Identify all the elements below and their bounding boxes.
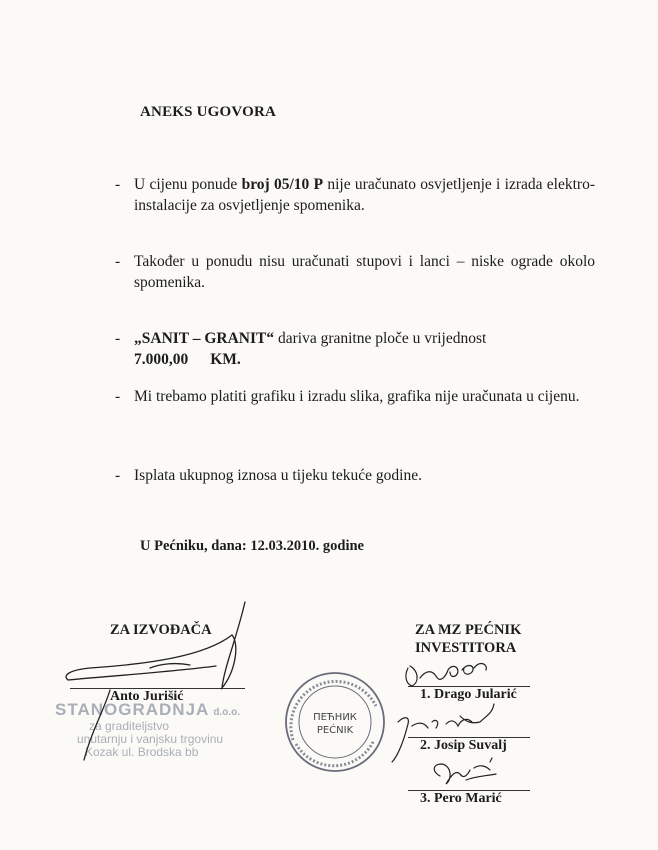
stamp-suffix: d.o.o.	[213, 707, 240, 718]
item-text: dariva granitne ploče u vrijednost	[274, 330, 487, 347]
investor-signatory: 3. Pero Marić	[420, 791, 502, 806]
investor-signature-2	[392, 704, 494, 762]
item-text: Također u ponudu nisu uračunati stupovi i lanci – niske ograde okolo spomenika.	[134, 253, 595, 291]
investor-signature-3	[434, 758, 496, 784]
item-text: Mi trebamo platiti grafiku i izradu slika, grafika nije uračunata u cijenu.	[134, 388, 580, 405]
contractor-heading: ZA IZVOĐAČA	[110, 622, 212, 638]
stamp-line: za graditeljstvo	[89, 719, 170, 733]
contractor-signature	[66, 602, 245, 760]
investor-signatory: 1. Drago Jularić	[420, 687, 517, 702]
stamp-company-name: STANOGRADNJA	[55, 700, 210, 719]
stamp-line: Kozak ul. Brodska bb	[85, 745, 199, 759]
investor-signatory: 2. Josip Suvalj	[420, 738, 507, 753]
document-title: ANEKS UGOVORA	[140, 104, 277, 120]
dash-bullet: -	[115, 388, 121, 405]
date-line: U Pećniku, dana: 12.03.2010. godine	[140, 538, 364, 554]
offer-number: broj 05/10 P	[241, 176, 324, 193]
investor-signature-1	[406, 664, 486, 686]
seal-text-latin: PEĆNIK	[316, 725, 354, 736]
community-seal	[286, 673, 384, 771]
seal-text-cyrillic: ПЕЋНИК	[313, 712, 357, 723]
item-text: U cijenu ponude	[134, 176, 242, 193]
item-text: Isplata ukupnog iznosa u tijeku tekuće godine.	[134, 467, 422, 484]
amount-value: 7.000,00	[134, 351, 189, 368]
dash-bullet: -	[115, 253, 121, 270]
dash-bullet: -	[115, 330, 121, 347]
dash-bullet: -	[115, 176, 121, 193]
dash-bullet: -	[115, 467, 121, 484]
company-name: „SANIT – GRANIT“	[134, 330, 275, 347]
item-text: nije uračunato osvjetljenje i izrada elektro-instalacije za osvjetljenje spomenika.	[134, 176, 595, 214]
stamp-line: unutarnju i vanjsku trgovinu	[77, 732, 224, 746]
amount-currency: KM.	[210, 351, 241, 368]
investor-subheading: INVESTITORA	[415, 640, 517, 656]
contractor-signatory: Anto Jurišić	[110, 689, 184, 704]
investor-heading: ZA MZ PEĆNIK	[415, 622, 522, 638]
